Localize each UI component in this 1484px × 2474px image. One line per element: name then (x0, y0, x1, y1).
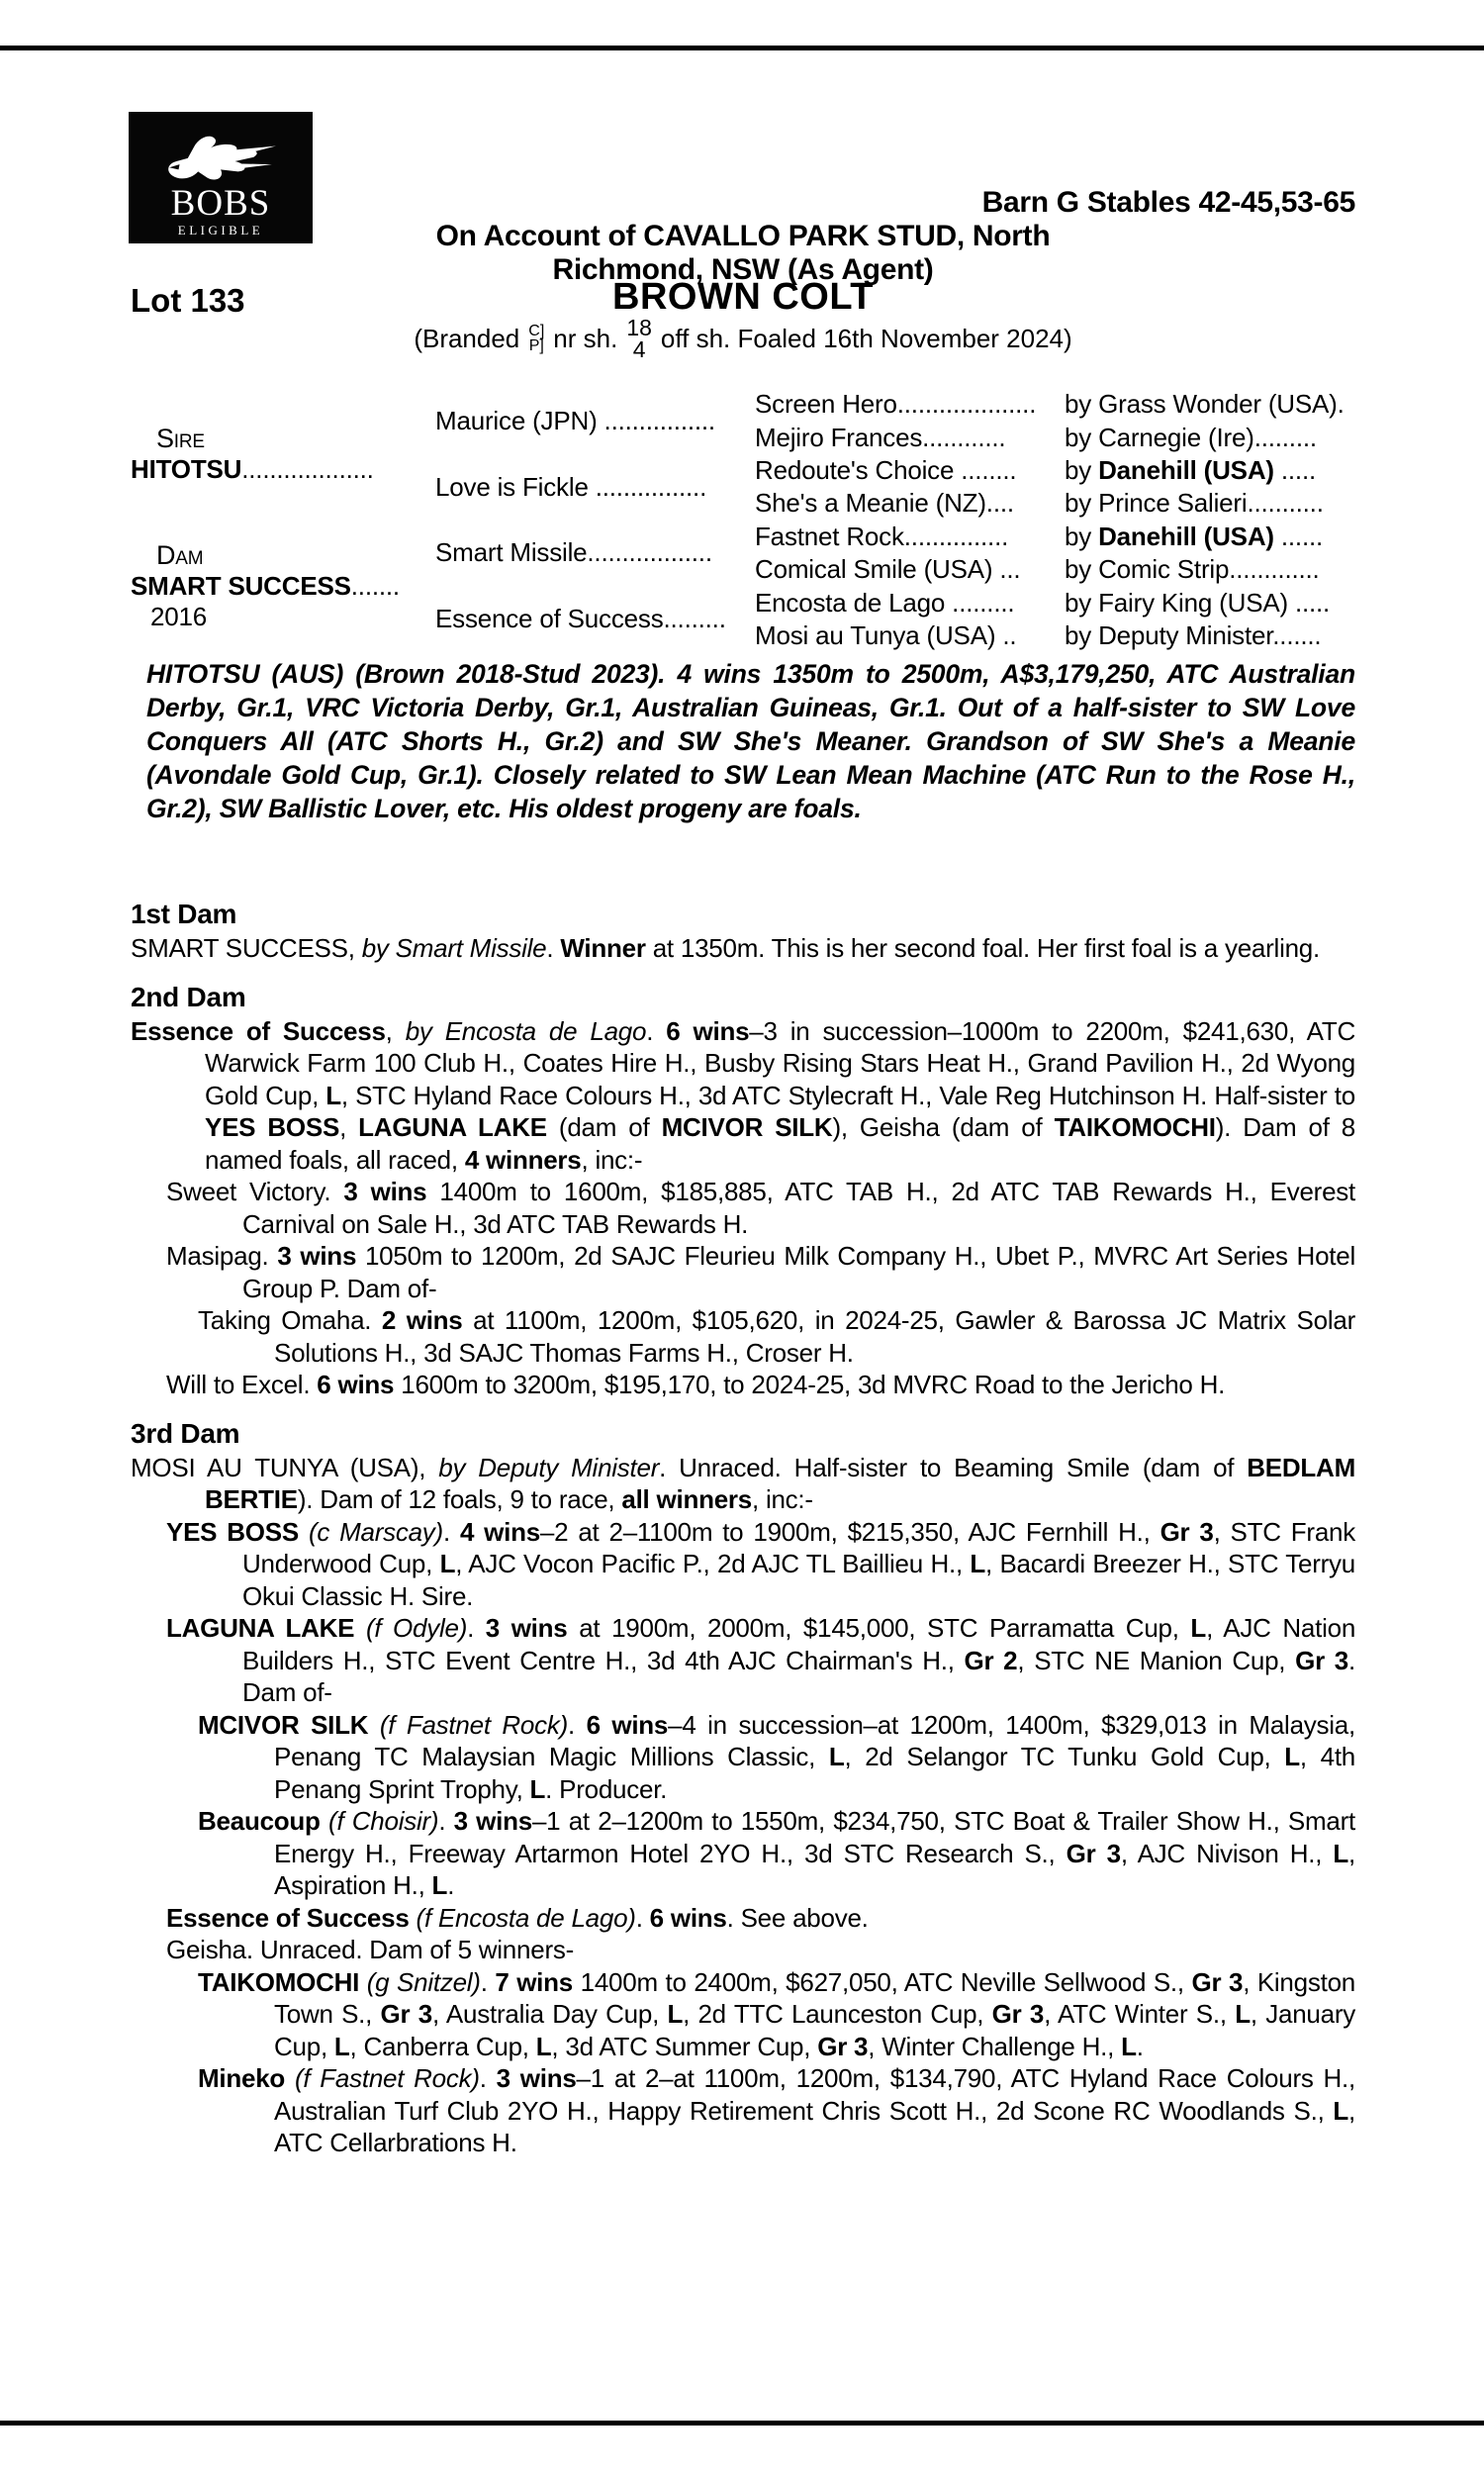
text-run: (f Choisir) (328, 1806, 439, 1836)
text-run: Gr 3 (1295, 1645, 1348, 1675)
dam-name: SMART SUCCESS (131, 570, 351, 601)
text-run: MCIVOR SILK (198, 1709, 369, 1740)
text-run: , Aspiration H., (274, 1838, 1355, 1900)
text-run: , 2d TTC Launceston Cup, (683, 1999, 992, 2029)
text-run: , ATC Winter S., (1044, 1999, 1236, 2029)
text-run: by Smart Missile (361, 933, 547, 963)
text-run: ............. (1229, 554, 1320, 585)
text-run (359, 1967, 367, 1997)
text-run: L (1333, 2095, 1349, 2126)
text-run: . (442, 1516, 460, 1547)
text-run: . (467, 1613, 486, 1643)
pedigree-paragraph (131, 1934, 1355, 1966)
text-run: L (535, 2031, 552, 2061)
text-run: Prince Salieri (1098, 488, 1248, 519)
text-run: ), Geisha (dam of (832, 1112, 1055, 1142)
pedigree-paragraph (131, 1452, 1355, 1516)
foal-number-top: 18 (626, 315, 652, 340)
gen3-sire-cell (1065, 554, 1355, 585)
text-run (368, 1710, 380, 1740)
text-run: (dam of (546, 1112, 662, 1142)
dam-year: 2016 (150, 601, 208, 631)
gen3-name-cell: She's a Meanie (NZ).... (755, 488, 1014, 519)
text-run: MCIVOR SILK (661, 1112, 833, 1142)
gen3-sire-cell (1065, 389, 1355, 420)
text-run: L (828, 1742, 845, 1771)
text-run: ........... (1247, 488, 1324, 519)
pedigree-paragraph (131, 1304, 1355, 1369)
text-run: ..... (1287, 587, 1331, 618)
dam-section-heading: 2nd Dam (131, 981, 246, 1012)
text-run: 6 wins (666, 1015, 750, 1046)
text-run: –1 at 2–at 1100m, 1200m, $134,790, ATC Hyland Race Colours H., Australian Turf Club 2YO H., Happy Retirement Chris Scott H., 2d Scone RC Woodlands S., (274, 2063, 1355, 2126)
text-run: Geisha. Unraced. Dam of 5 winners- (166, 1935, 575, 1964)
text-run: . (447, 1870, 455, 1900)
dam-dots: ....... (350, 570, 400, 601)
bottom-rule (0, 2421, 1484, 2426)
text-run: , Bacardi Breezer H., STC Terryu Okui Classic H. Sire. (242, 1549, 1356, 1611)
text-run: (f Odyle) (365, 1613, 468, 1643)
text-run: 7 wins (495, 1966, 573, 1997)
text-run: , ATC Cellarbrations H. (274, 2095, 1355, 2157)
text-run: , 3d ATC Summer Cup, (551, 2031, 818, 2061)
branded-suffix: off sh. Foaled 16th November 2024) (660, 323, 1072, 353)
text-run: . (646, 1015, 667, 1046)
text-run: . Unraced. Half-sister to Beaming Smile (dam of (659, 1452, 1248, 1482)
text-run: L (333, 2031, 350, 2061)
gen3-sire-cell (1065, 455, 1355, 486)
text-run: Essence of Success (166, 1902, 410, 1933)
gen3-sire-cell (1065, 588, 1355, 618)
text-run: , (339, 1112, 359, 1142)
text-run: –1 at 2–1200m to 1550m, $234,750, STC Boat & Trailer Show H., Smart Energy H., Freeway Artarmon Hotel 2YO H., 3d STC Research S., (274, 1806, 1355, 1868)
gen2-cell: Essence of Success......... (435, 604, 726, 634)
text-run: MOSI AU TUNYA (USA), (131, 1452, 439, 1482)
text-run: ......... (1253, 422, 1317, 452)
pedigree-paragraph (131, 1805, 1355, 1902)
text-run: HITOTSU (AUS) (Brown 2018-Stud 2023). 4 wins 1350m to 2500m, A$3,179,250, ATC Australian Derby, Gr.1, VRC Victoria Derby, Gr.1, Australian Guineas, Gr.1. Out of a half-sister to SW Love Conquers All (ATC Shorts H., Gr.2) and SW She's Meaner. Grandson of SW She's a Meanie (Avondale Gold Cup, Gr.1). Closely related to SW Lean Mean Machine (ATC Run to the Rose H., Gr.2), SW Ballistic Lover, etc. His oldest progeny are foals. (146, 659, 1355, 823)
text-run: L (529, 1773, 546, 1804)
text-run: (f Fastnet Rock) (294, 2063, 480, 2093)
consignor-line-2: Richmond, NSW (As Agent) (552, 253, 934, 286)
gen3-name-cell: Comical Smile (USA) ... (755, 554, 1021, 585)
lot-number: Lot 133 (131, 282, 245, 319)
text-run: , STC Hyland Race Colours H., 3d ATC Stylecraft H., Vale Reg Hutchinson H. Half-sister to (340, 1080, 1355, 1110)
text-run: Gr 3 (1066, 1838, 1121, 1868)
text-run: L (667, 1999, 684, 2029)
text-run: Danehill (USA) (1098, 454, 1274, 485)
brand-mark-bottom: P] (528, 337, 544, 354)
text-run (285, 2063, 295, 2093)
lineage-sections (131, 897, 1355, 2159)
dam-label: Dam (156, 539, 204, 570)
text-run: YES BOSS (166, 1516, 299, 1547)
text-run: Gr 3 (1191, 1966, 1244, 1997)
text-run: , AJC Nivison H., (1120, 1838, 1334, 1868)
text-run: . Producer. (545, 1773, 668, 1804)
brand-mark (528, 324, 544, 353)
sire-name: HITOTSU (131, 453, 242, 484)
text-run: , (385, 1015, 406, 1046)
text-run: –3 in succession–1000m to 2200m, $241,630, ATC Warwick Farm 100 Club H., Coates Hire H., Busby Rising Stars Heat H., Grand Pavilion H., 2d Wyong Gold Cup, (205, 1015, 1355, 1110)
text-run: , 4th Penang Sprint Trophy, (274, 1742, 1356, 1804)
text-run: L (1284, 1742, 1300, 1771)
pedigree-paragraph (131, 1709, 1355, 1806)
text-run (410, 1903, 417, 1933)
pedigree-paragraph (131, 1015, 1355, 1177)
text-run: Grass Wonder (USA) (1098, 389, 1338, 420)
text-run: L (1190, 1613, 1207, 1643)
text-run: . (1136, 2031, 1144, 2061)
barn-stables-line: Barn G Stables 42-45,53-65 (981, 186, 1355, 219)
text-run: Gr 3 (991, 1999, 1045, 2029)
page-title: BROWN COLT (612, 276, 874, 318)
gen2-cell: Love is Fickle ................ (435, 471, 707, 502)
text-run: , January Cup, (274, 1999, 1355, 2061)
sire-dots: ................... (241, 453, 374, 484)
gen3-sire-cell (1065, 522, 1355, 552)
bobs-logo-subtitle: ELIGIBLE (177, 223, 264, 238)
text-run: . (438, 1806, 454, 1836)
text-run: at 1350m. This is her second foal. Her first foal is a yearling. (645, 933, 1320, 963)
text-run: Gr 2 (964, 1645, 1018, 1675)
text-run: (g Snitzel) (366, 1966, 481, 1997)
text-run: , inc:- (752, 1484, 813, 1514)
text-run: ..... (1273, 454, 1317, 485)
text-run: , STC Frank Underwood Cup, (242, 1516, 1355, 1578)
text-run: 6 wins (586, 1709, 669, 1740)
sire-label: Sire (156, 423, 205, 453)
text-run: L (1333, 1838, 1349, 1868)
gen3-name-cell: Fastnet Rock............... (755, 521, 1009, 551)
text-run: , 2d Selangor TC Tunku Gold Cup, (844, 1742, 1285, 1771)
text-run: Carnegie (Ire) (1098, 422, 1254, 452)
text-run: . (1337, 389, 1345, 420)
text-run: L (1121, 2031, 1137, 2061)
text-run: ....... (1272, 619, 1322, 650)
text-run: 1400m to 2400m, $627,050, ATC Neville Sellwood S., (572, 1966, 1192, 1997)
text-run: by (1065, 554, 1099, 585)
text-run: at 1900m, 2000m, $145,000, STC Parramatta Cup, (567, 1613, 1191, 1643)
text-run: by Encosta de Lago (405, 1015, 647, 1046)
text-run: 3 wins (343, 1177, 427, 1206)
bobs-horse-icon (157, 133, 284, 188)
text-run: Sweet Victory. (166, 1177, 344, 1206)
text-run: –2 at 2–1100m to 1900m, $215,350, AJC Fernhill H., (539, 1516, 1160, 1547)
sire-name-line (131, 454, 435, 485)
foal-number-stack (626, 317, 652, 360)
text-run: Masipag. (166, 1241, 278, 1271)
gen3-name-cell: Redoute's Choice ........ (755, 454, 1017, 485)
text-run: , Kingston Town S., (274, 1966, 1355, 2029)
text-run: by Deputy Minister (438, 1452, 660, 1482)
text-run (354, 1613, 366, 1643)
gen3-name-cell: Encosta de Lago ......... (755, 587, 1015, 618)
text-run: (f Encosta de Lago) (416, 1902, 636, 1933)
text-run: , AJC Nation Builders H., STC Event Centre H., 3d 4th AJC Chairman's H., (242, 1613, 1356, 1675)
pedigree-table (131, 388, 1355, 652)
consignor-line-1: On Account of CAVALLO PARK STUD, North (435, 220, 1051, 252)
text-run: ...... (1273, 521, 1324, 551)
pedigree-paragraph (131, 1966, 1355, 2063)
pedigree-paragraph (131, 1369, 1355, 1401)
text-run: by (1065, 454, 1099, 485)
text-run: BEDLAM BERTIE (205, 1452, 1355, 1514)
bobs-logo-title: BOBS (170, 183, 271, 224)
text-run: 1050m to 1200m, 2d SAJC Fleurieu Milk Company H., Ubet P., MVRC Art Series Hotel Group P. Dam of- (242, 1241, 1355, 1303)
text-run: L (431, 1870, 448, 1900)
pedigree-paragraph (131, 2062, 1355, 2159)
text-run: ). Dam of 8 named foals, all raced, (205, 1112, 1355, 1175)
dam-cell (131, 521, 435, 653)
text-run: 3 wins (496, 2063, 577, 2093)
text-run: . (635, 1902, 650, 1933)
sire-cell (131, 388, 435, 521)
text-run: Beaucoup (198, 1806, 321, 1836)
text-run: Mineko (198, 2063, 286, 2093)
gen3-name-cell: Mejiro Frances............ (755, 422, 1006, 452)
text-run: . See above. (726, 1902, 869, 1933)
text-run: L (325, 1080, 341, 1110)
text-run: (f Fastnet Rock) (379, 1709, 569, 1740)
text-run: (c Marscay) (308, 1516, 443, 1547)
text-run: at 1100m, 1200m, $105,620, in 2024-25, Gawler & Barossa JC Matrix Solar Solutions H., 3d SAJC Thomas Farms H., Croser H. (274, 1305, 1355, 1368)
text-run: , AJC Vocon Pacific P., 2d AJC TL Baillieu H., (455, 1549, 971, 1578)
text-run: SMART SUCCESS, (131, 933, 362, 963)
gen3-sire-cell (1065, 488, 1355, 519)
text-run: . (479, 2063, 497, 2093)
text-run: Danehill (USA) (1098, 521, 1274, 551)
text-run (299, 1517, 309, 1547)
foal-number-bottom: 4 (632, 336, 646, 362)
text-run: Will to Excel. (166, 1370, 318, 1399)
text-run: by (1065, 619, 1099, 650)
text-run: Comic Strip (1098, 554, 1230, 585)
text-run: Gr 3 (1159, 1516, 1214, 1547)
text-run (321, 1806, 328, 1836)
text-run: Essence of Success (131, 1015, 386, 1046)
text-run: by (1065, 488, 1099, 519)
text-run: TAIKOMOCHI (198, 1966, 360, 1997)
text-run: 6 wins (649, 1902, 727, 1933)
text-run: 4 winners (464, 1144, 582, 1175)
top-rule (0, 46, 1484, 50)
text-run: LAGUNA LAKE (166, 1613, 355, 1643)
gen2-cell: Smart Missile.................. (435, 537, 712, 568)
text-run: 4 wins (459, 1516, 540, 1547)
text-run: , Winter Challenge H., (868, 2031, 1122, 2061)
text-run: L (439, 1549, 456, 1578)
text-run: L (970, 1549, 986, 1578)
text-run: 1400m to 1600m, $185,885, ATC TAB H., 2d ATC TAB Rewards H., Everest Carnival on Sale H., 3d ATC TAB Rewards H. (242, 1177, 1355, 1239)
gen3-name-cell: Mosi au Tunya (USA) .. (755, 619, 1017, 650)
pedigree-paragraph (131, 1176, 1355, 1240)
text-run: –4 in succession–at 1200m, 1400m, $329,013 in Malaysia, Penang TC Malaysian Magic Millions Classic, (274, 1709, 1355, 1771)
brand-mark-top: C] (528, 323, 545, 339)
text-run: LAGUNA LAKE (358, 1112, 547, 1142)
gen3-sire-cell (1065, 423, 1355, 453)
gen3-sire-cell (1065, 620, 1355, 651)
text-run: . (546, 933, 561, 963)
text-run: by (1065, 521, 1099, 551)
text-run: TAIKOMOCHI (1054, 1112, 1216, 1142)
text-run: L (1235, 1999, 1251, 2029)
branded-mid: nr sh. (553, 323, 618, 353)
text-run: , STC NE Manion Cup, (1017, 1645, 1296, 1675)
dam-name-line (131, 571, 435, 602)
text-run: , Canberra Cup, (349, 2031, 536, 2061)
text-run: , Australia Day Cup, (432, 1999, 668, 2029)
text-run: Fairy King (USA) (1098, 587, 1288, 618)
text-run: by (1065, 587, 1099, 618)
dam-section-heading: 1st Dam (131, 899, 237, 929)
text-run: by (1065, 389, 1099, 420)
text-run: Gr 3 (817, 2031, 869, 2061)
text-run: , inc:- (581, 1144, 643, 1175)
text-run: by (1065, 422, 1099, 452)
pedigree-paragraph (131, 1516, 1355, 1613)
text-run: all winners (621, 1484, 752, 1514)
text-run: Gr 3 (380, 1999, 432, 2029)
text-run: 6 wins (317, 1370, 395, 1399)
pedigree-paragraph (131, 1612, 1355, 1709)
text-run: 3 wins (485, 1613, 568, 1643)
sire-description (146, 657, 1355, 825)
branded-line (131, 317, 1355, 360)
pedigree-paragraph (131, 1240, 1355, 1304)
text-run: . (480, 1966, 496, 1997)
text-run: 2 wins (381, 1305, 463, 1335)
text-run: . Dam of- (242, 1645, 1355, 1707)
text-run: Winner (560, 933, 646, 963)
gen3-name-cell: Screen Hero.................... (755, 389, 1037, 420)
dam-section-heading: 3rd Dam (131, 1417, 240, 1449)
text-run: YES BOSS (205, 1112, 340, 1142)
text-run: ). Dam of 12 foals, 9 to race, (297, 1484, 622, 1514)
text-run: 3 wins (453, 1806, 532, 1836)
pedigree-paragraph (131, 932, 1355, 965)
text-run: Taking Omaha. (198, 1305, 382, 1335)
pedigree-paragraph (131, 1902, 1355, 1935)
branded-prefix: (Branded (414, 323, 520, 353)
text-run: Deputy Minister (1098, 619, 1273, 650)
text-run: 3 wins (277, 1241, 357, 1271)
text-run: 1600m to 3200m, $195,170, to 2024-25, 3d MVRC Road to the Jericho H. (394, 1370, 1226, 1399)
gen2-cell: Maurice (JPN) ................ (435, 405, 715, 435)
text-run: . (568, 1709, 587, 1740)
